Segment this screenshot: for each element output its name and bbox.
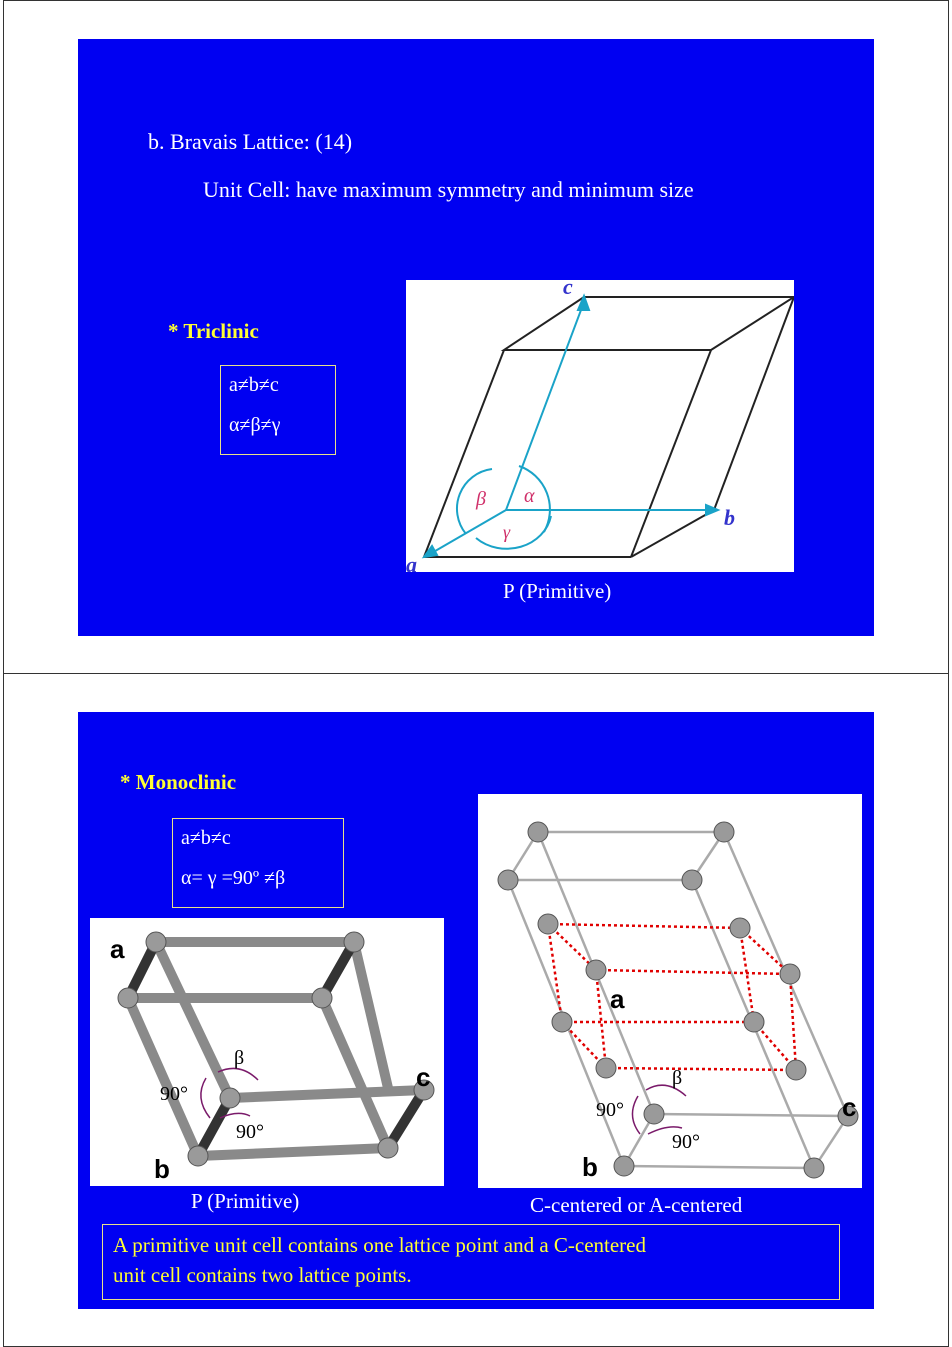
axis-label-b: b bbox=[154, 1154, 170, 1184]
beta-label: β bbox=[476, 488, 486, 510]
cell-edge bbox=[424, 350, 504, 557]
c-axis-line bbox=[506, 302, 584, 510]
left-angle-label: 90° bbox=[160, 1083, 188, 1105]
lattice-point bbox=[188, 1146, 208, 1166]
beta-arc bbox=[457, 469, 492, 534]
lattice-point bbox=[786, 1060, 806, 1080]
bottom-angle-label: 90° bbox=[236, 1121, 264, 1143]
left-angle-arc bbox=[632, 1096, 640, 1134]
lattice-point bbox=[146, 932, 166, 952]
alpha-label: α bbox=[524, 485, 535, 507]
note-line-2: unit cell contains two lattice points. bbox=[113, 1263, 412, 1287]
cell-edge bbox=[631, 350, 711, 557]
condition-lengths: a≠b≠c bbox=[181, 827, 231, 849]
lattice-point bbox=[312, 988, 332, 1008]
axis-label-a: a bbox=[610, 984, 625, 1014]
axis-label-c: c bbox=[842, 1092, 857, 1122]
centered-caption: C-centered or A-centered bbox=[530, 1193, 743, 1217]
axis-label-a: a bbox=[110, 934, 125, 964]
slide-heading: b. Bravais Lattice: (14) bbox=[148, 129, 353, 154]
monoclinic-centered-diagram bbox=[478, 794, 862, 1188]
axis-label-b: b bbox=[724, 505, 735, 530]
condition-angles: α≠β≠γ bbox=[229, 414, 281, 436]
axis-label-c: c bbox=[563, 280, 573, 299]
lattice-point bbox=[118, 988, 138, 1008]
primitive-caption: P (Primitive) bbox=[191, 1189, 300, 1213]
lattice-point bbox=[552, 1012, 572, 1032]
axis-label-a: a bbox=[406, 552, 417, 572]
slide-frame-bottom bbox=[3, 673, 949, 1347]
gamma-label: γ bbox=[503, 522, 511, 542]
axis-label-c: c bbox=[416, 1062, 431, 1092]
triclinic-cell-svg bbox=[406, 280, 794, 572]
lattice-point bbox=[682, 870, 702, 890]
slide-triclinic bbox=[78, 39, 874, 636]
conditions-box bbox=[220, 365, 336, 455]
diagram-caption: P (Primitive) bbox=[503, 579, 612, 603]
condition-angles: α= γ =90º ≠β bbox=[181, 867, 286, 889]
lattice-point bbox=[220, 1088, 240, 1108]
note-box bbox=[102, 1224, 840, 1300]
cell-edge bbox=[714, 297, 794, 510]
left-angle-arc bbox=[201, 1078, 210, 1118]
crystal-system-title: * Monoclinic bbox=[120, 770, 237, 794]
lattice-point bbox=[596, 1058, 616, 1078]
slide-monoclinic bbox=[78, 712, 874, 1309]
slide-frame-top bbox=[3, 0, 949, 674]
triclinic-cell-diagram bbox=[406, 280, 794, 572]
axis-label-b: b bbox=[582, 1152, 598, 1182]
lattice-point bbox=[498, 870, 518, 890]
beta-angle-label: β bbox=[234, 1047, 245, 1069]
lattice-point bbox=[780, 964, 800, 984]
monoclinic-primitive-diagram bbox=[90, 918, 444, 1186]
lattice-point bbox=[538, 914, 558, 934]
cell-top-face bbox=[504, 297, 794, 350]
conditions-box bbox=[172, 818, 344, 908]
lattice-point bbox=[614, 1156, 634, 1176]
lattice-point bbox=[344, 932, 364, 952]
lattice-point bbox=[378, 1138, 398, 1158]
slide-subheading: Unit Cell: have maximum symmetry and minimum size bbox=[203, 177, 694, 202]
crystal-system-title: * Triclinic bbox=[168, 319, 259, 343]
lattice-point bbox=[744, 1012, 764, 1032]
cell-edge bbox=[631, 510, 714, 557]
lattice-point bbox=[644, 1104, 664, 1124]
primitive-cell-svg bbox=[90, 918, 444, 1186]
left-angle-label: 90° bbox=[596, 1099, 624, 1121]
lattice-point bbox=[528, 822, 548, 842]
note-line-1: A primitive unit cell contains one lattice point and a C-centered bbox=[113, 1233, 646, 1257]
lattice-point bbox=[586, 960, 606, 980]
condition-lengths: a≠b≠c bbox=[229, 374, 279, 396]
lattice-point bbox=[714, 822, 734, 842]
c-axis-arrowhead bbox=[578, 296, 589, 310]
beta-angle-label: β bbox=[672, 1067, 683, 1089]
lattice-point bbox=[730, 918, 750, 938]
bottom-angle-label: 90° bbox=[672, 1131, 700, 1153]
centered-cell-svg bbox=[478, 794, 862, 1188]
lattice-point bbox=[804, 1158, 824, 1178]
